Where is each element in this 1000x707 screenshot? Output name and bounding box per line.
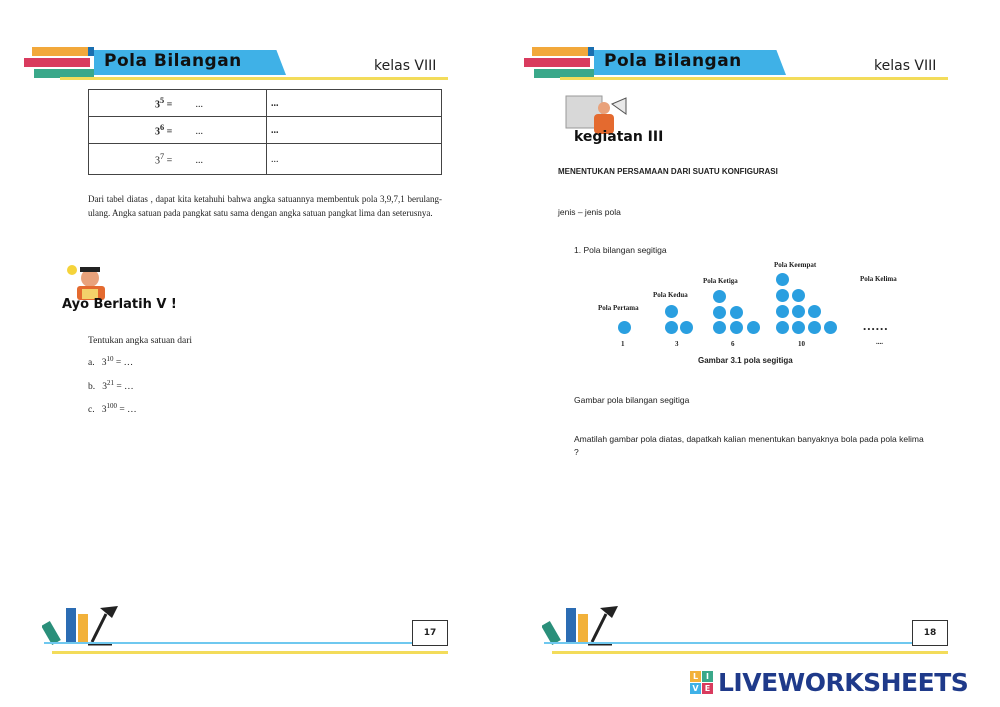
watermark-text: LIVEWORKSHEETS (718, 668, 969, 697)
activity-title: Ayo Berlatih V ! (62, 297, 177, 312)
pattern-count: 3 (675, 340, 679, 348)
pattern-label: Pola Keempat (774, 261, 817, 269)
right-page (500, 0, 1000, 707)
pattern-dot (680, 321, 693, 334)
pattern-dot (730, 321, 743, 334)
books-lamp-icon (42, 600, 122, 646)
grade-label: kelas VIII (874, 58, 937, 74)
table-cell: ... (267, 90, 442, 117)
header-divider (60, 77, 448, 80)
page-title: Pola Bilangan (604, 51, 742, 71)
pattern-dot (713, 306, 726, 319)
pattern-dot (665, 321, 678, 334)
explanation-paragraph: Dari tabel diatas , dapat kita ketahuhi bahwa angka satuannya membentuk pola 3,9,7,1 berulang-ulang. Angka satuan pada pangkat satu sama dengan angka satuan pangkat lima dan seterusnya. (88, 194, 442, 218)
pattern-dot (713, 321, 726, 334)
pattern-label: Pola Kelima (860, 275, 897, 283)
footer-line (52, 651, 448, 654)
pattern-dot (808, 321, 821, 334)
table-cell: ... (267, 144, 442, 175)
liveworksheets-watermark (690, 668, 990, 698)
table-row (89, 117, 442, 144)
section-heading: MENENTUKAN PERSAMAAN DARI SUATU KONFIGURASI (558, 167, 778, 176)
question-item: c. $3^{100}$ = … (88, 402, 137, 416)
question-text: Amatilah gambar pola diatas, dapatkah kalian menentukan banyaknya bola pada pola kelima ? (574, 434, 924, 457)
grade-label: kelas VIII (374, 58, 437, 74)
pattern-dot (792, 305, 805, 318)
pattern-label: Pola Ketiga (703, 277, 738, 285)
section-subheading: jenis – jenis pola (558, 207, 621, 217)
table-cell: $3^7$ = ... (89, 144, 267, 175)
triangle-pattern-figure (590, 258, 910, 368)
pattern-dot (747, 321, 760, 334)
pattern-dot (776, 321, 789, 334)
pattern-dot (776, 273, 789, 286)
table-row (89, 144, 442, 175)
power-table (88, 89, 442, 175)
body-text: Gambar pola bilangan segitiga (574, 395, 690, 405)
question-item: b. $3^{21}$ = … (88, 379, 134, 393)
pattern-dot (808, 305, 821, 318)
instruction-text: Tentukan angka satuan dari (88, 336, 193, 346)
table-cell: $3^5$ = ... (89, 90, 267, 117)
pattern-dot (824, 321, 837, 334)
books-stack-icon (522, 44, 602, 80)
books-stack-icon (22, 44, 102, 80)
pattern-label: Pola Kedua (653, 291, 688, 299)
page-number: 17 (412, 620, 448, 646)
books-lamp-icon (542, 600, 622, 646)
figure-caption: Gambar 3.1 pola segitiga (698, 356, 793, 365)
footer-line (44, 642, 432, 644)
list-item: 1. Pola bilangan segitiga (574, 245, 667, 255)
pattern-dot (730, 306, 743, 319)
pattern-label: Pola Pertama (598, 304, 639, 312)
pattern-dot (776, 305, 789, 318)
footer-line (544, 642, 932, 644)
pattern-dot (665, 305, 678, 318)
page-title: Pola Bilangan (104, 51, 242, 71)
pattern-dot (792, 321, 805, 334)
pattern-dot (618, 321, 631, 334)
pattern-dot (776, 289, 789, 302)
table-cell: $3^6$ = ... (89, 117, 267, 144)
pattern-count: 1 (621, 340, 625, 348)
header-divider (560, 77, 948, 80)
pattern-placeholder: ...... (863, 318, 889, 333)
pattern-dot (792, 289, 805, 302)
pattern-count: .... (876, 338, 883, 346)
table-cell: ... (267, 117, 442, 144)
footer-line (552, 651, 948, 654)
page-number: 18 (912, 620, 948, 646)
pattern-count: 6 (731, 340, 735, 348)
live-badge-icon: L I V E (690, 671, 714, 695)
question-item: a. $3^{10}$ = … (88, 355, 134, 369)
pattern-count: 10 (798, 340, 805, 348)
table-row (89, 90, 442, 117)
pattern-dot (713, 290, 726, 303)
activity-title: kegiatan III (574, 129, 664, 145)
